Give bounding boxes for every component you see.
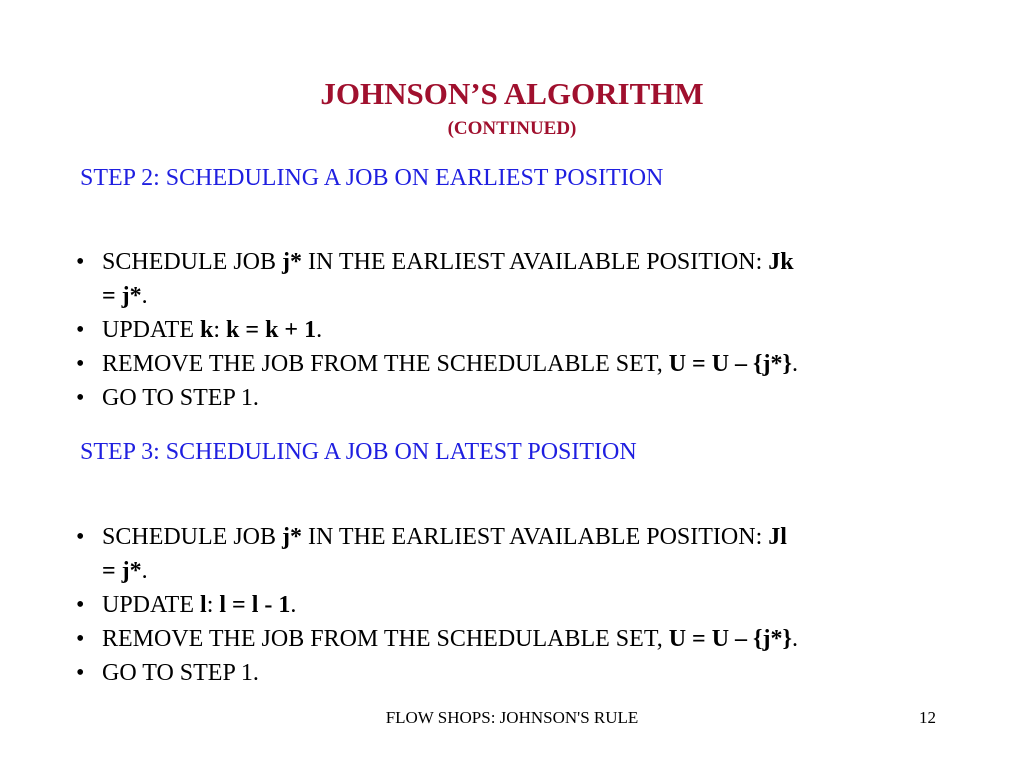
step3-bullet-remove: • REMOVE THE JOB FROM THE SCHEDULABLE SET, U = U – {j*}.	[76, 622, 936, 656]
bullet-dot: •	[76, 660, 85, 686]
bullet-dot: •	[76, 385, 85, 411]
step3-bullet-schedule: • SCHEDULE JOB j* IN THE EARLIEST AVAILABLE POSITION: Jl = j*.	[76, 520, 936, 588]
step2-bullet-update: • UPDATE k: k = k + 1.	[76, 313, 936, 347]
slide-subtitle: (CONTINUED)	[447, 118, 577, 139]
step3-bullet-list	[76, 520, 936, 690]
step3-bullet-update: • UPDATE l: l = l - 1.	[76, 588, 936, 622]
bullet-dot: •	[76, 626, 85, 652]
bullet-dot: •	[76, 524, 85, 550]
step3-bullet-goto: • GO TO STEP 1.	[76, 656, 936, 690]
bullet-dot: •	[76, 249, 85, 275]
bullet-dot: •	[76, 351, 85, 377]
step2-heading: STEP 2: SCHEDULING A JOB ON EARLIEST POSITION	[80, 165, 664, 191]
step2-bullet-schedule: • SCHEDULE JOB j* IN THE EARLIEST AVAILABLE POSITION: Jk = j*.	[76, 245, 936, 313]
step2-bullet-remove: • REMOVE THE JOB FROM THE SCHEDULABLE SET, U = U – {j*}.	[76, 347, 936, 381]
bullet-dot: •	[76, 317, 85, 343]
bullet-dot: •	[76, 592, 85, 618]
step2-bullet-list	[76, 245, 936, 415]
footer-text: FLOW SHOPS: JOHNSON'S RULE	[385, 708, 639, 727]
step2-bullet-goto: • GO TO STEP 1.	[76, 381, 936, 415]
page-number: 12	[919, 708, 936, 727]
step3-heading: STEP 3: SCHEDULING A JOB ON LATEST POSITION	[80, 439, 637, 465]
slide-title: JOHNSON’S ALGORITHM	[320, 76, 704, 111]
